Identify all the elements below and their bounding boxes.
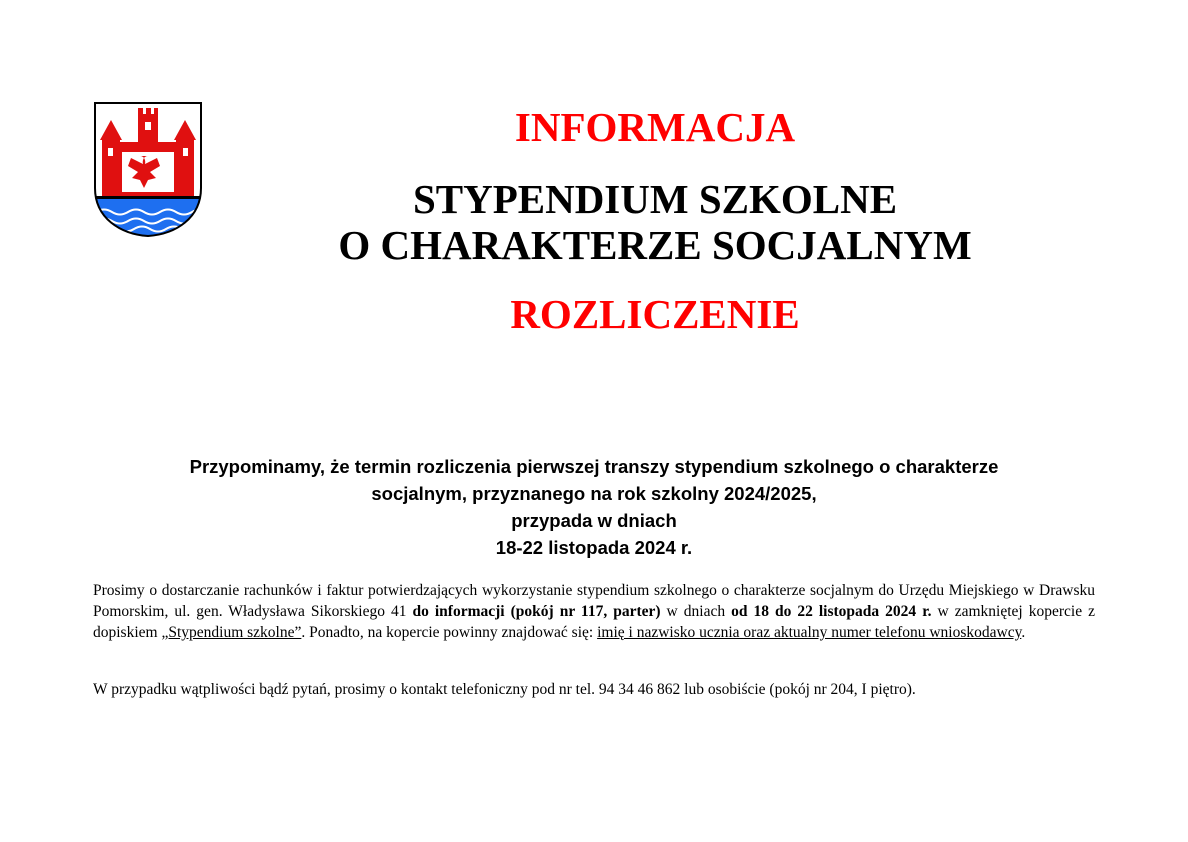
section-title: ROZLICZENIE bbox=[510, 291, 800, 337]
paragraph-text: . Ponadto, na kopercie powinny znajdować się: bbox=[301, 624, 598, 641]
contact-paragraph: W przypadku wątpliwości bądź pytań, prosimy o kontakt telefoniczny pod nr tel. 94 34 46 862 lub osobiście (pokój nr 204, I piętro). bbox=[93, 681, 916, 698]
notice-line-4: 18-22 listopada 2024 r. bbox=[495, 537, 693, 558]
reminder-notice bbox=[93, 453, 1095, 561]
paragraph-text: w zamkniętej kopercie z dopiskiem bbox=[93, 603, 1095, 641]
paragraph-text: . bbox=[1021, 624, 1026, 641]
subtitle-line-2: O CHARAKTERZE SOCJALNYM bbox=[338, 222, 972, 268]
required-envelope-info: imię i nazwisko ucznia oraz aktualny numer telefonu wnioskodawcy bbox=[597, 624, 1022, 641]
notice-line-1: Przypominamy, że termin rozliczenia pierwszej transzy stypendium szkolnego o charakterze bbox=[189, 456, 999, 477]
subtitle-line-1: STYPENDIUM SZKOLNE bbox=[412, 176, 898, 222]
submission-dates: od 18 do 22 listopada 2024 r. bbox=[731, 603, 932, 620]
notice-line-3: przypada w dniach bbox=[511, 510, 677, 531]
notice-line-2: socjalnym, przyznanego na rok szkolny 2024/2025, bbox=[371, 483, 817, 504]
document-title: INFORMACJA bbox=[514, 104, 796, 150]
paragraph-text: w dniach bbox=[660, 603, 732, 620]
envelope-label: „Stypendium szkolne” bbox=[161, 624, 302, 641]
instructions-paragraph bbox=[93, 580, 1095, 643]
paragraph-text: Prosimy o dostarczanie rachunków i faktur potwierdzających wykorzystanie stypendium szkolnego o charakterze socjalnym do Urzędu Miejskiego w Drawsku Pomorskim, ul. gen. Władysława Sikorskiego 41 bbox=[93, 582, 1095, 620]
coat-of-arms-icon bbox=[92, 100, 204, 238]
office-location: do informacji (pokój nr 117, parter) bbox=[412, 603, 661, 620]
document-subtitle bbox=[250, 176, 1060, 268]
